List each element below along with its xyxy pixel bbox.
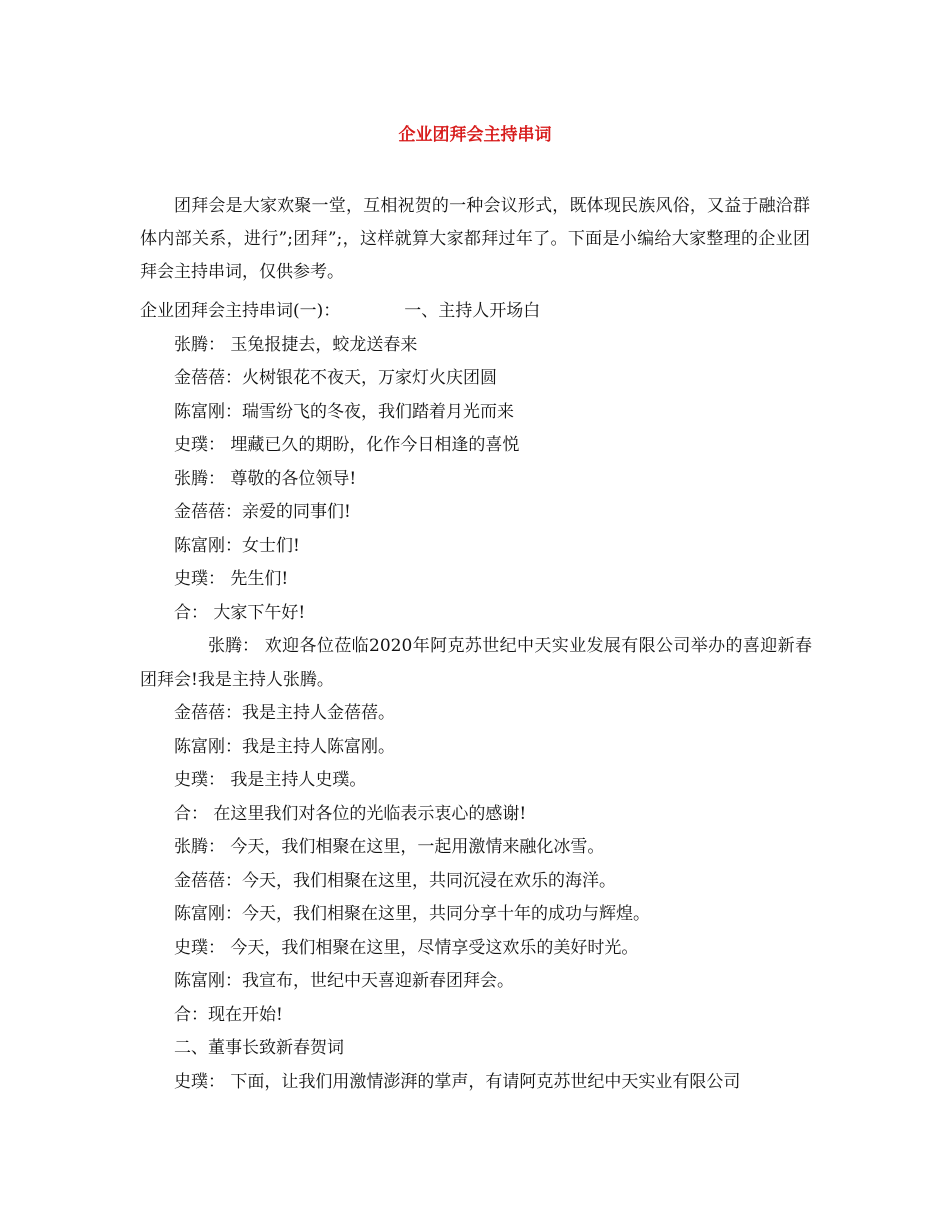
script-body	[140, 295, 812, 1099]
speaker-name: 史璞：	[174, 435, 225, 455]
dialogue-text: 我是主持人史璞。	[225, 770, 367, 790]
speaker-name: 陈富刚：	[174, 535, 242, 556]
speaker-name: 合：	[174, 803, 208, 824]
dialogue-text: 我宣布，世纪中天喜迎新春团拜会。	[242, 971, 514, 991]
speaker-name: 陈富刚：	[174, 971, 242, 991]
speaker-name: 金蓓蓓：	[174, 368, 242, 388]
dialogue-line	[140, 597, 812, 631]
dialogue-text: 尊敬的各位领导!	[225, 468, 357, 489]
dialogue-text: 今天，我们相聚在这里，尽情享受这欢乐的美好时光。	[225, 937, 639, 958]
dialogue-line	[140, 932, 812, 966]
speaker-name: 陈富刚：	[174, 401, 242, 422]
dialogue-text: 下面，让我们用激情澎湃的掌声，有请阿克苏世纪中天实业有限公司	[225, 1071, 741, 1092]
dialogue-text: 火树银花不夜天，万家灯火庆团圆	[242, 368, 497, 388]
speaker-name: 史璞：	[174, 1071, 225, 1092]
speaker-name: 张腾：	[174, 334, 225, 355]
dialogue-text: 玉兔报捷去，蛟龙送春来	[225, 334, 418, 355]
speaker-name: 张腾：	[174, 468, 225, 489]
speaker-name: 陈富刚：	[174, 736, 242, 757]
dialogue-line	[140, 463, 812, 497]
speaker-name: 金蓓蓓：	[174, 703, 242, 723]
dialogue-line	[140, 865, 812, 899]
speaker-name: 陈富刚：	[174, 904, 242, 924]
speaker-name: 史璞：	[174, 569, 225, 589]
dialogue-text: 今天，我们相聚在这里，共同沉浸在欢乐的海洋。	[242, 870, 616, 891]
speaker-name: 金蓓蓓：	[174, 502, 242, 522]
dialogue-line	[140, 496, 812, 530]
intro-paragraph: 团拜会是大家欢聚一堂，互相祝贺的一种会议形式，既体现民族风俗，又益于融洽群体内部关系，进行”;团拜”;，这样就算大家都拜过年了。下面是小编给大家整理的企业团拜会主持串词，仅供参考。	[140, 196, 810, 282]
dialogue-line	[140, 362, 812, 396]
dialogue-line	[140, 530, 812, 564]
speaker-name: 金蓓蓓：	[174, 870, 242, 891]
dialogue-text: 我是主持人陈富刚。	[242, 736, 395, 757]
dialogue-line	[140, 764, 812, 798]
speaker-name: 合：	[174, 602, 208, 623]
dialogue-text: 先生们!	[225, 569, 289, 589]
section-heading	[140, 295, 812, 329]
dialogue-line	[140, 731, 812, 765]
dialogue-line	[140, 429, 812, 463]
dialogue-line-long	[140, 630, 812, 697]
dialogue-text: 大家下午好!	[208, 602, 306, 623]
dialogue-line	[140, 697, 812, 731]
dialogue-text: 今天，我们相聚在这里，一起用激情来融化冰雪。	[225, 837, 605, 857]
speaker-name: 合：	[174, 1004, 208, 1025]
dialogue-text: 亲爱的同事们!	[242, 502, 351, 522]
dialogue-line	[140, 898, 812, 932]
speaker-name: 史璞：	[174, 770, 225, 790]
dialogue-line	[140, 563, 812, 597]
dialogue-text: 瑞雪纷飞的冬夜，我们踏着月光而来	[242, 401, 514, 422]
document-title: 企业团拜会主持串词	[398, 125, 552, 145]
speaker-name: 张腾：	[174, 837, 225, 857]
dialogue-text: 今天，我们相聚在这里，共同分享十年的成功与辉煌。	[242, 904, 650, 924]
section-heading-text: 企业团拜会主持串词(一)：	[140, 301, 341, 321]
dialogue-line	[140, 999, 812, 1033]
section2-heading: 二、董事长致新春贺词	[174, 1038, 344, 1058]
speaker-name: 史璞：	[174, 937, 225, 958]
dialogue-line	[140, 798, 812, 832]
dialogue-text: 埋藏已久的期盼，化作今日相逢的喜悦	[225, 435, 520, 455]
dialogue-text: 在这里我们对各位的光临表示衷心的感谢!	[208, 803, 527, 824]
dialogue-text: 女士们!	[242, 535, 300, 556]
dialogue-text: 我是主持人金蓓蓓。	[242, 703, 395, 723]
dialogue-text: 欢迎各位莅临2020年阿克苏世纪中天实业发展有限公司举办的喜迎新春团拜会!我是主持人张腾。	[140, 636, 812, 690]
dialogue-line	[140, 1066, 812, 1100]
dialogue-line	[140, 396, 812, 430]
dialogue-text: 现在开始!	[208, 1004, 283, 1025]
speaker-name: 张腾：	[208, 636, 259, 656]
dialogue-line	[140, 329, 812, 363]
dialogue-line	[140, 965, 812, 999]
section-subheading-text: 一、主持人开场白	[404, 301, 541, 321]
dialogue-line	[140, 831, 812, 865]
